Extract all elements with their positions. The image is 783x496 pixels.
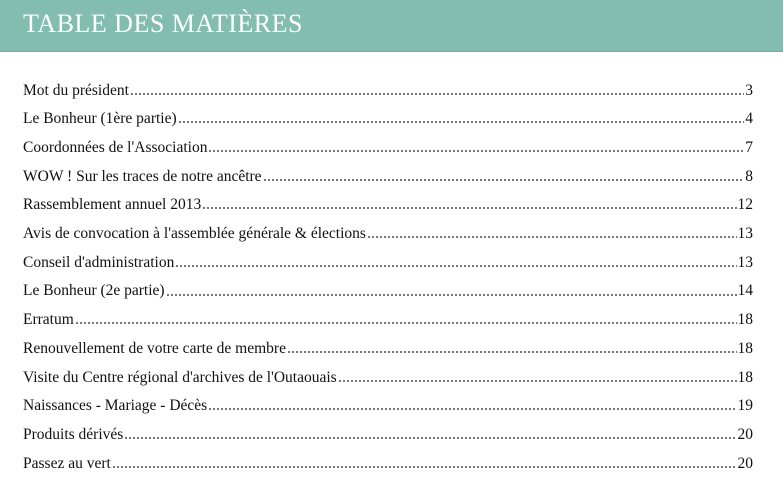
toc-entry[interactable] (23, 386, 753, 415)
toc-entry-title: Erratum (23, 311, 74, 329)
toc-entry-title: Le Bonheur (1ère partie) (23, 110, 177, 128)
toc-entry-page: 20 (737, 425, 753, 443)
toc-entry[interactable] (23, 99, 753, 128)
dot-leader (178, 121, 745, 123)
dot-leader (338, 380, 737, 382)
toc-entry[interactable] (23, 70, 753, 99)
toc-entry-title: Visite du Centre régional d'archives de l'Outaouais (23, 368, 337, 386)
table-of-contents (23, 70, 753, 472)
dot-leader (175, 265, 736, 267)
toc-entry-title: Le Bonheur (2e partie) (23, 282, 165, 300)
toc-entry[interactable] (23, 242, 753, 271)
dot-leader (208, 408, 736, 410)
toc-entry-page: 12 (737, 196, 753, 214)
dot-leader (367, 236, 737, 238)
dot-leader (202, 207, 736, 209)
toc-entry-page: 13 (737, 253, 753, 271)
dot-leader (208, 150, 744, 152)
toc-entry-title: Avis de convocation à l'assemblée générale & élections (23, 225, 366, 243)
toc-entry-page: 18 (737, 368, 753, 386)
toc-entry[interactable] (23, 271, 753, 300)
dot-leader (130, 93, 744, 95)
toc-entry-title: Conseil d'administration (23, 253, 175, 271)
toc-entry[interactable] (23, 213, 753, 242)
toc-entry[interactable] (23, 185, 753, 214)
toc-entry[interactable] (23, 300, 753, 329)
toc-entry-title: Mot du président (23, 81, 129, 99)
toc-entry-page: 4 (745, 110, 753, 128)
toc-entry[interactable] (23, 443, 753, 472)
dot-leader (263, 179, 745, 181)
toc-entry-page: 14 (737, 282, 753, 300)
header-banner (0, 0, 783, 52)
toc-entry-page: 18 (737, 311, 753, 329)
toc-entry-page: 13 (737, 225, 753, 243)
toc-entry-page: 7 (745, 139, 753, 157)
toc-entry-title: Naissances - Mariage - Décès (23, 397, 208, 415)
toc-entry-title: Produits dérivés (23, 425, 124, 443)
toc-entry-page: 3 (745, 81, 753, 99)
toc-entry[interactable] (23, 357, 753, 386)
toc-entry[interactable] (23, 414, 753, 443)
dot-leader (124, 437, 736, 439)
toc-entry-title: Coordonnées de l'Association (23, 139, 208, 157)
toc-entry[interactable] (23, 328, 753, 357)
toc-entry-page: 19 (737, 397, 753, 415)
dot-leader (287, 351, 737, 353)
toc-entry-title: Passez au vert (23, 454, 111, 472)
toc-entry-title: WOW ! Sur les traces de notre ancêtre (23, 167, 262, 185)
dot-leader (112, 466, 737, 468)
toc-entry-page: 20 (737, 454, 753, 472)
toc-entry-title: Renouvellement de votre carte de membre (23, 339, 286, 357)
toc-entry-page: 8 (745, 167, 753, 185)
dot-leader (75, 322, 737, 324)
toc-entry-title: Rassemblement annuel 2013 (23, 196, 202, 214)
toc-entry[interactable] (23, 127, 753, 156)
dot-leader (166, 294, 737, 296)
toc-entry[interactable] (23, 156, 753, 185)
toc-entry-page: 18 (737, 339, 753, 357)
page-title: TABLE DES MATIÈRES (23, 9, 303, 38)
